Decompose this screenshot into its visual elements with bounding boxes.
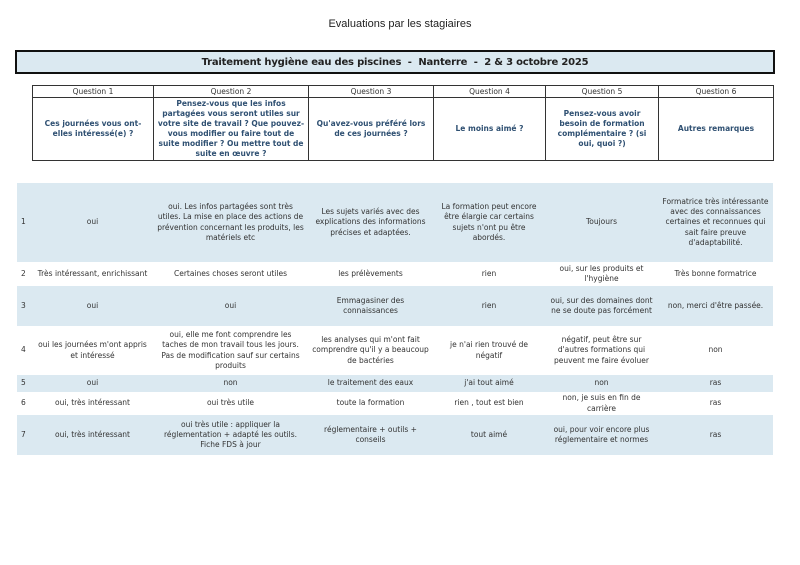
table-row <box>17 286 773 326</box>
question-text: Qu'avez-vous préféré lors de ces journées ? <box>309 98 434 161</box>
answer-cell-q3: réglementaire + outils + conseils <box>308 415 433 455</box>
question-label: Question 6 <box>659 86 774 98</box>
answer-cell-q1: Très intéressant, enrichissant <box>37 268 148 278</box>
training-banner <box>15 50 775 74</box>
row-number: 5 <box>17 375 32 392</box>
table-row <box>17 262 773 286</box>
answer-cell-q1: oui <box>32 375 153 392</box>
answer-cell-q6: ras <box>709 398 722 408</box>
question-text: Pensez-vous que les infos partagées vous seront utiles sur votre site de travail ? Que pouvez-vous modifier ou faire tout de suite modifier ? Ou mettre tout de suite en œuvre ? <box>154 98 309 161</box>
answer-cell-q2: oui. Les infos partagées sont très utiles. La mise en place des actions de prévention concernant les produits, les matériels etc <box>153 183 308 262</box>
answer-cell-q4: rien <box>433 286 545 326</box>
answer-cell-q4: j'ai tout aimé <box>433 375 545 392</box>
question-label: Question 2 <box>154 86 309 98</box>
answer-cell-q1: oui <box>32 183 153 262</box>
answer-cell-q2: Certaines choses seront utiles <box>174 268 287 278</box>
answer-cell-q2: oui très utile : appliquer la réglementation + adapté les outils. Fiche FDS à jour <box>153 415 308 455</box>
answer-cell-q3: Emmagasiner des connaissances <box>308 286 433 326</box>
answer-cell-q2: oui, elle me font comprendre les taches de mon travail tous les jours. Pas de modification sauf sur certains produits <box>161 330 300 370</box>
question-label: Question 3 <box>309 86 434 98</box>
question-text: Autres remarques <box>659 98 774 161</box>
question-label: Question 5 <box>546 86 659 98</box>
answer-cell-q1: oui, très intéressant <box>32 415 153 455</box>
answer-cell-q5: oui, sur des domaines dont ne se doute pas forcément <box>545 286 658 326</box>
questions-table <box>32 85 774 161</box>
answer-cell-q6: non, merci d'être passée. <box>658 286 773 326</box>
answer-cell-q5: oui, sur les produits et l'hygiène <box>559 263 644 283</box>
answer-cell-q6: non <box>708 345 723 355</box>
row-number: 4 <box>21 345 26 355</box>
table-row <box>17 375 773 392</box>
answer-cell-q3: Les sujets variés avec des explications des informations précises et adaptées. <box>308 183 433 262</box>
table-row <box>17 183 773 262</box>
answer-cell-q3: les prélèvements <box>338 268 403 278</box>
banner-title: Traitement hygiène eau des piscines - Nanterre - 2 & 3 octobre 2025 <box>201 56 589 68</box>
row-number: 1 <box>17 183 32 262</box>
answer-cell-q2: oui <box>153 286 308 326</box>
answer-cell-q4: rien <box>481 268 497 278</box>
answer-cell-q6: ras <box>658 415 773 455</box>
table-row <box>17 415 773 455</box>
answer-cell-q5: oui, pour voir encore plus réglementaire et normes <box>545 415 658 455</box>
question-text: Le moins aimé ? <box>434 98 546 161</box>
answer-cell-q4: rien , tout est bien <box>454 398 524 408</box>
question-label: Question 4 <box>434 86 546 98</box>
answer-cell-q4: je n'ai rien trouvé de négatif <box>450 340 528 360</box>
answer-cell-q3: les analyses qui m'ont fait comprendre qu'il y a beaucoup de bactéries <box>312 335 429 365</box>
question-label: Question 1 <box>33 86 154 98</box>
answer-cell-q6: Très bonne formatrice <box>674 268 757 278</box>
answer-cell-q2: non <box>153 375 308 392</box>
row-number: 3 <box>17 286 32 326</box>
answer-cell-q6: ras <box>658 375 773 392</box>
answer-cell-q1: oui <box>32 286 153 326</box>
answer-cell-q1: oui les journées m'ont appris et intéressé <box>38 340 147 360</box>
page-title: Evaluations par les stagiaires <box>328 18 472 30</box>
answer-cell-q4: La formation peut encore être élargie car certains sujets n'ont pu être abordés. <box>433 183 545 262</box>
question-text: Ces journées vous ont-elles intéressé(e) ? <box>33 98 154 161</box>
row-number: 6 <box>21 398 26 408</box>
table-row <box>17 392 773 415</box>
question-number-row <box>33 86 774 98</box>
row-number: 7 <box>17 415 32 455</box>
answer-cell-q5: négatif, peut être sur d'autres formations qui peuvent me faire évoluer <box>554 335 649 365</box>
answer-cell-q5: non <box>545 375 658 392</box>
question-text-row <box>33 98 774 161</box>
answer-cell-q5: Toujours <box>545 183 658 262</box>
answer-cell-q3: toute la formation <box>336 398 405 408</box>
answer-cell-q6: Formatrice très intéressante avec des connaissances certaines et reconnues qui sait faire preuve d'adaptabilité. <box>658 183 773 262</box>
question-text: Pensez-vous avoir besoin de formation complémentaire ? (si oui, quoi ?) <box>546 98 659 161</box>
table-row <box>17 326 773 375</box>
responses-table <box>17 183 773 455</box>
row-number: 2 <box>21 268 26 278</box>
answer-cell-q1: oui, très intéressant <box>55 398 130 408</box>
answer-cell-q3: le traitement des eaux <box>308 375 433 392</box>
answer-cell-q2: oui très utile <box>206 398 255 408</box>
answer-cell-q4: tout aimé <box>433 415 545 455</box>
answer-cell-q5: non, je suis en fin de carrière <box>562 393 641 413</box>
